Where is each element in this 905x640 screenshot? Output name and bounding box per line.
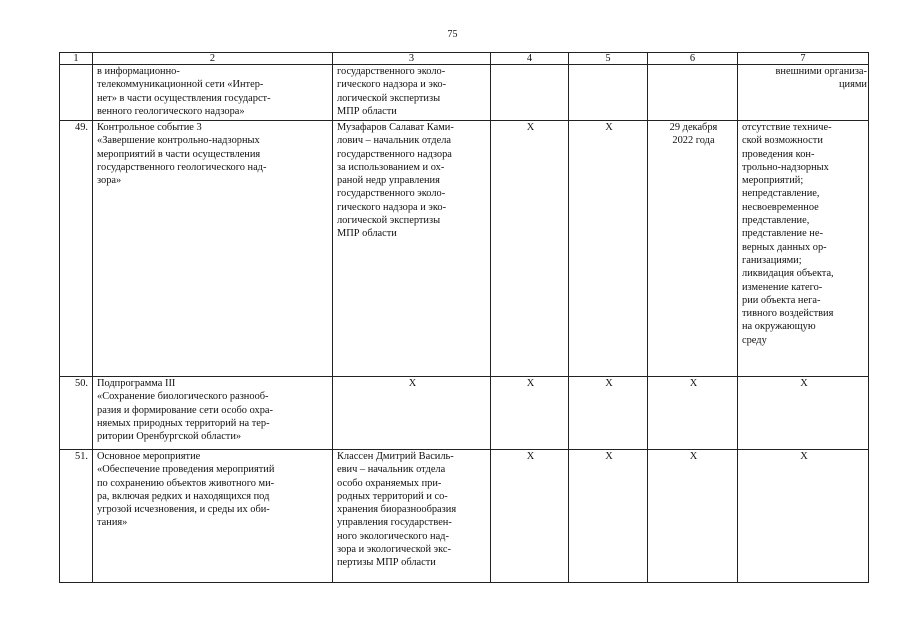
cell-col6	[648, 65, 738, 121]
event-name: Основное мероприятие «Обеспечение проведения мероприятий по сохранению объектов животного ми- ра, включая редких и находящихся под угрозой исчезновения, и среды их оби- тания»	[93, 450, 333, 583]
column-number: 4	[491, 53, 569, 65]
table-row	[60, 377, 869, 450]
plan-table	[59, 52, 869, 583]
table-row	[60, 450, 869, 583]
cell-col4	[491, 65, 569, 121]
row-number: 51.	[60, 450, 93, 583]
column-number: 7	[738, 53, 869, 65]
event-name: в информационно- телекоммуникационной сети «Интер- нет» в части осуществления государст- венного геологического надзора»	[93, 65, 333, 121]
table-row	[60, 65, 869, 121]
column-number: 3	[333, 53, 491, 65]
event-name: Подпрограмма III «Сохранение биологического разнооб- разия и формирование сети особо охра- няемых природных территорий на тер- ритории Оренбургской области»	[93, 377, 333, 450]
column-number: 2	[93, 53, 333, 65]
cell-col4: X	[491, 450, 569, 583]
cell-col5: X	[569, 377, 648, 450]
column-number: 6	[648, 53, 738, 65]
risk-factors: внешними организа- циями	[738, 65, 869, 121]
row-number: 49.	[60, 121, 93, 377]
table-row	[60, 121, 869, 377]
cell-col6: X	[648, 377, 738, 450]
cell-col7: X	[738, 377, 869, 450]
cell-col4: X	[491, 121, 569, 377]
responsible-person: государственного эколо- гического надзора и эко- логической экспертизы МПР области	[333, 65, 491, 121]
column-number: 5	[569, 53, 648, 65]
column-number: 1	[60, 53, 93, 65]
row-number: 50.	[60, 377, 93, 450]
page-number: 75	[447, 29, 458, 40]
row-number	[60, 65, 93, 121]
responsible-person: Классен Дмитрий Василь- евич – начальник отдела особо охраняемых при- родных территорий и со- хранения биоразнообразия управления государствен- ного экологического над- зора и экологической экс- пертизы МПР области	[333, 450, 491, 583]
cell-col6: X	[648, 450, 738, 583]
cell-col5: X	[569, 450, 648, 583]
responsible-person: X	[333, 377, 491, 450]
cell-col5	[569, 65, 648, 121]
completion-date: 29 декабря 2022 года	[648, 121, 738, 377]
cell-col7: X	[738, 450, 869, 583]
column-number-row	[60, 53, 869, 65]
risk-factors: отсутствие техниче- ской возможности проведения кон- трольно-надзорных мероприятий; непредставление, несвоевременное представление, представление не- верных данных ор- ганизациями; ликвидация объекта, изменение катего- рии объекта нега- тивного воздействия на окружающую среду	[738, 121, 869, 377]
cell-col4: X	[491, 377, 569, 450]
responsible-person: Музафаров Салават Ками- лович – начальник отдела государственного надзора за использованием и ох- раной недр управления государственного эколо- гического надзора и эко- логической экспертизы МПР области	[333, 121, 491, 377]
cell-col5: X	[569, 121, 648, 377]
event-name: Контрольное событие 3 «Завершение контрольно-надзорных мероприятий в части осуществления государственного геологического над- зора»	[93, 121, 333, 377]
